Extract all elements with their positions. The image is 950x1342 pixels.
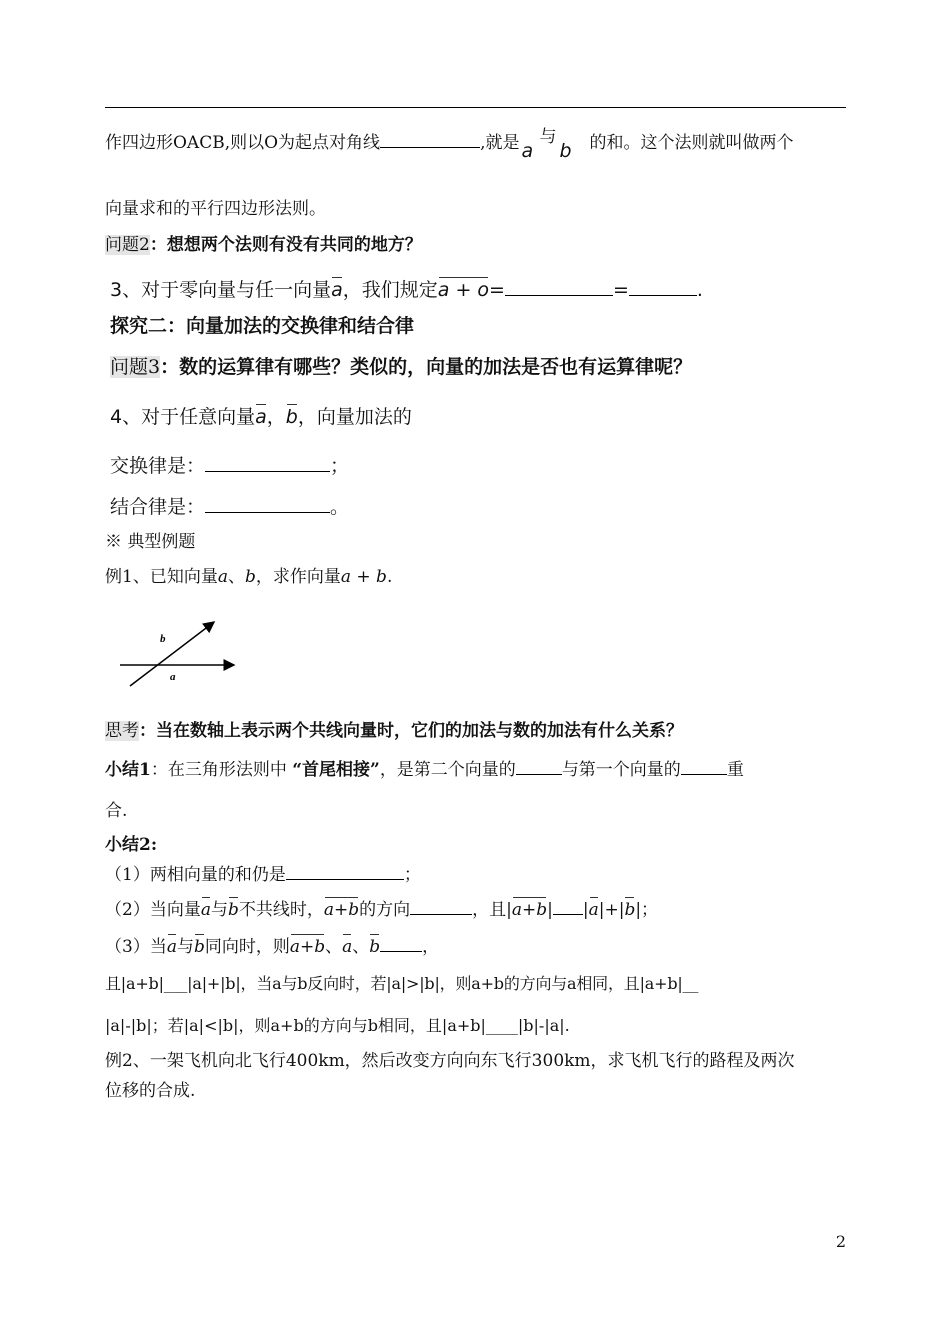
summary-2-item-3: （3）当a与b同向时，则a+b、a、b ，: [105, 937, 440, 957]
vec-a: a: [200, 900, 211, 920]
header-rule: [105, 107, 846, 108]
vector-figure: [118, 620, 238, 688]
summary-2-item-2: （2）当向量a与b不共线时，a+b的方向 ，且|a+b| |a|+|b|；: [105, 900, 659, 920]
typical-examples-heading: ※ 典型例题: [105, 532, 196, 552]
vector-b-label: b: [160, 633, 166, 645]
blank-diagonal: [380, 131, 480, 148]
text-line-2: 向量求和的平行四边形法则。: [105, 199, 326, 219]
summary-2-item-5: |a|-|b|；若|a|<|b|，则a+b的方向与b相同，且|a+b|____|b|-|a|.: [105, 1016, 570, 1035]
explore-2-heading: 探究二：向量加法的交换律和结合律: [110, 315, 415, 337]
blank-direction: [410, 898, 472, 915]
vec-b: b: [227, 900, 239, 920]
page-number: 2: [835, 1232, 846, 1251]
summary-1: 小结1：在三角形法则中 “首尾相接”，是第二个向量的 与第一个向量的 重: [105, 760, 744, 780]
example-1: 例1、已知向量a、b，求作向量a + b.: [105, 567, 393, 587]
blank-sum-is: [286, 863, 404, 880]
summary-1-cont: 合.: [105, 801, 128, 821]
blank-tail: [516, 758, 562, 775]
blank-compare: [553, 898, 583, 915]
summary-2: 小结2:: [105, 835, 158, 855]
commutative-law: 交换律是： ；: [110, 455, 350, 477]
question-2: 问题2：想想两个法则有没有共同的地方？: [105, 235, 422, 255]
a-with-b: a 与 b: [521, 127, 572, 162]
item-4: 4、对于任意向量a，b，向量加法的: [110, 406, 412, 428]
blank-zero-result: [629, 279, 697, 296]
text-line-1: 作四边形OACB,则以O为起点对角线 ,就是 a 与 b 的和。这个法则就叫做两个: [105, 127, 794, 162]
vec-a-plus-b: a+b: [323, 900, 360, 920]
blank-same-direction: [380, 935, 422, 952]
item-3: 3、对于零向量与任一向量a，我们规定a + o= = .: [110, 279, 703, 301]
blank-head: [681, 758, 727, 775]
blank-commutative: [205, 455, 330, 472]
example-2-cont: 位移的合成.: [105, 1081, 196, 1101]
summary-2-item-4: 且|a+b|___|a|+|b|，当a与b反向时，若|a|>|b|，则a+b的方向与a相同，且|a+b|__: [105, 974, 699, 993]
blank-zero-sum: [505, 279, 613, 296]
example-2: 例2、一架飞机向北飞行400km，然后改变方向向东飞行300km，求飞机飞行的路程及两次: [105, 1051, 795, 1071]
associative-law: 结合律是： 。: [110, 496, 350, 518]
vector-a-label: a: [170, 671, 176, 683]
think-question: 思考：当在数轴上表示两个共线向量时，它们的加法与数的加法有什么关系？: [105, 721, 683, 741]
question-3: 问题3：数的运算律有哪些？类似的，向量的加法是否也有运算律呢？: [110, 356, 693, 378]
blank-associative: [205, 496, 330, 513]
summary-2-item-1: （1）两相向量的和仍是 ；: [105, 865, 421, 885]
